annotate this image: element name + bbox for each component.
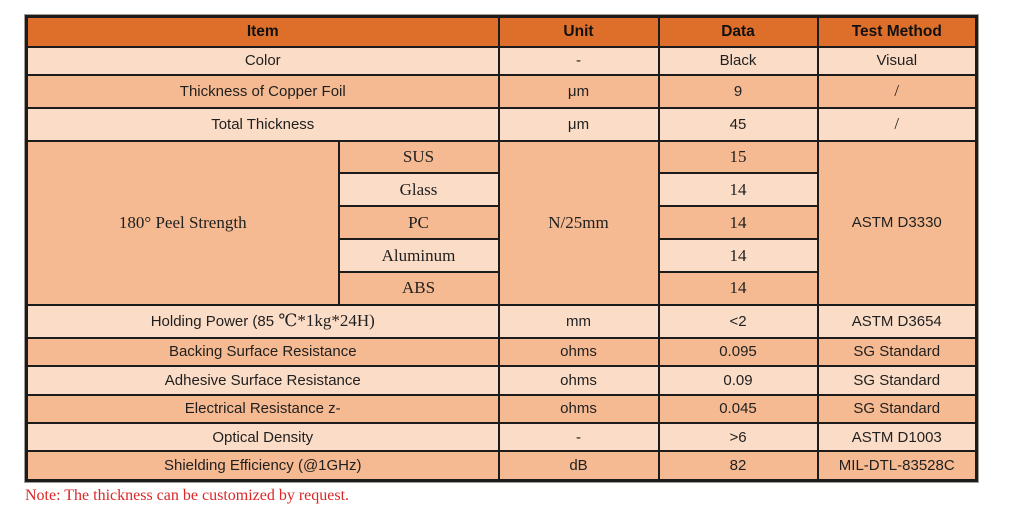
- table-row: [27, 423, 977, 451]
- unit-color: -: [499, 47, 659, 75]
- item-holding-power: [27, 305, 499, 338]
- data-adhesive-resistance: 0.09: [659, 366, 818, 394]
- test-color: Visual: [818, 47, 977, 75]
- test-adhesive-resistance: SG Standard: [818, 366, 977, 394]
- substrate-pc: PC: [339, 206, 499, 239]
- data-peel-glass: 14: [659, 173, 818, 206]
- header-test-method: Test Method: [818, 17, 977, 47]
- header-row: [27, 17, 977, 47]
- item-electrical-resistance-z: Electrical Resistance z-: [27, 395, 499, 423]
- table-row: [27, 366, 977, 394]
- data-color: Black: [659, 47, 818, 75]
- item-shielding-efficiency: Shielding Efficiency (@1GHz): [27, 451, 499, 480]
- unit-optical-density: -: [499, 423, 659, 451]
- header-data: Data: [659, 17, 818, 47]
- data-holding-power: <2: [659, 305, 818, 338]
- table-row: [27, 75, 977, 108]
- header-item: Item: [27, 17, 499, 47]
- item-copper-foil-thickness: Thickness of Copper Foil: [27, 75, 499, 108]
- data-backing-resistance: 0.095: [659, 338, 818, 366]
- unit-adhesive-resistance: ohms: [499, 366, 659, 394]
- product-spec-table: [25, 15, 978, 482]
- customization-note: Note: The thickness can be customized by request.: [25, 487, 350, 504]
- test-total-thickness: /: [818, 108, 977, 141]
- data-shielding-efficiency: 82: [659, 451, 818, 480]
- substrate-sus: SUS: [339, 141, 499, 174]
- data-peel-abs: 14: [659, 272, 818, 305]
- data-electrical-resistance-z: 0.045: [659, 395, 818, 423]
- unit-shielding-efficiency: dB: [499, 451, 659, 480]
- table-row: [27, 141, 977, 174]
- unit-holding-power: mm: [499, 305, 659, 338]
- substrate-aluminum: Aluminum: [339, 239, 499, 272]
- test-shielding-efficiency: MIL-DTL-83528C: [818, 451, 977, 480]
- header-unit: Unit: [499, 17, 659, 47]
- item-holding-power-suffix: ℃*1kg*24H): [274, 311, 375, 331]
- test-electrical-resistance-z: SG Standard: [818, 395, 977, 423]
- substrate-glass: Glass: [339, 173, 499, 206]
- unit-copper-foil-thickness: μm: [499, 75, 659, 108]
- item-adhesive-resistance: Adhesive Surface Resistance: [27, 366, 499, 394]
- item-total-thickness: Total Thickness: [27, 108, 499, 141]
- data-copper-foil-thickness: 9: [659, 75, 818, 108]
- item-backing-resistance: Backing Surface Resistance: [27, 338, 499, 366]
- table-row: [27, 47, 977, 75]
- data-peel-aluminum: 14: [659, 239, 818, 272]
- table-row: [27, 451, 977, 480]
- test-holding-power: ASTM D3654: [818, 305, 977, 338]
- unit-total-thickness: μm: [499, 108, 659, 141]
- unit-electrical-resistance-z: ohms: [499, 395, 659, 423]
- test-copper-foil-thickness: /: [818, 75, 977, 108]
- table-row: [27, 108, 977, 141]
- table-row: [27, 338, 977, 366]
- test-backing-resistance: SG Standard: [818, 338, 977, 366]
- data-peel-sus: 15: [659, 141, 818, 174]
- unit-backing-resistance: ohms: [499, 338, 659, 366]
- substrate-abs: ABS: [339, 272, 499, 305]
- unit-peel-strength: N/25mm: [499, 141, 659, 305]
- data-total-thickness: 45: [659, 108, 818, 141]
- item-holding-power-prefix: Holding Power (85: [150, 313, 275, 331]
- table-row: [27, 305, 977, 338]
- item-peel-strength: 180° Peel Strength: [27, 141, 339, 305]
- test-optical-density: ASTM D1003: [818, 423, 977, 451]
- item-optical-density: Optical Density: [27, 423, 499, 451]
- table-row: [27, 395, 977, 423]
- item-color: Color: [27, 47, 499, 75]
- data-optical-density: >6: [659, 423, 818, 451]
- test-peel-strength: ASTM D3330: [818, 141, 977, 305]
- data-peel-pc: 14: [659, 206, 818, 239]
